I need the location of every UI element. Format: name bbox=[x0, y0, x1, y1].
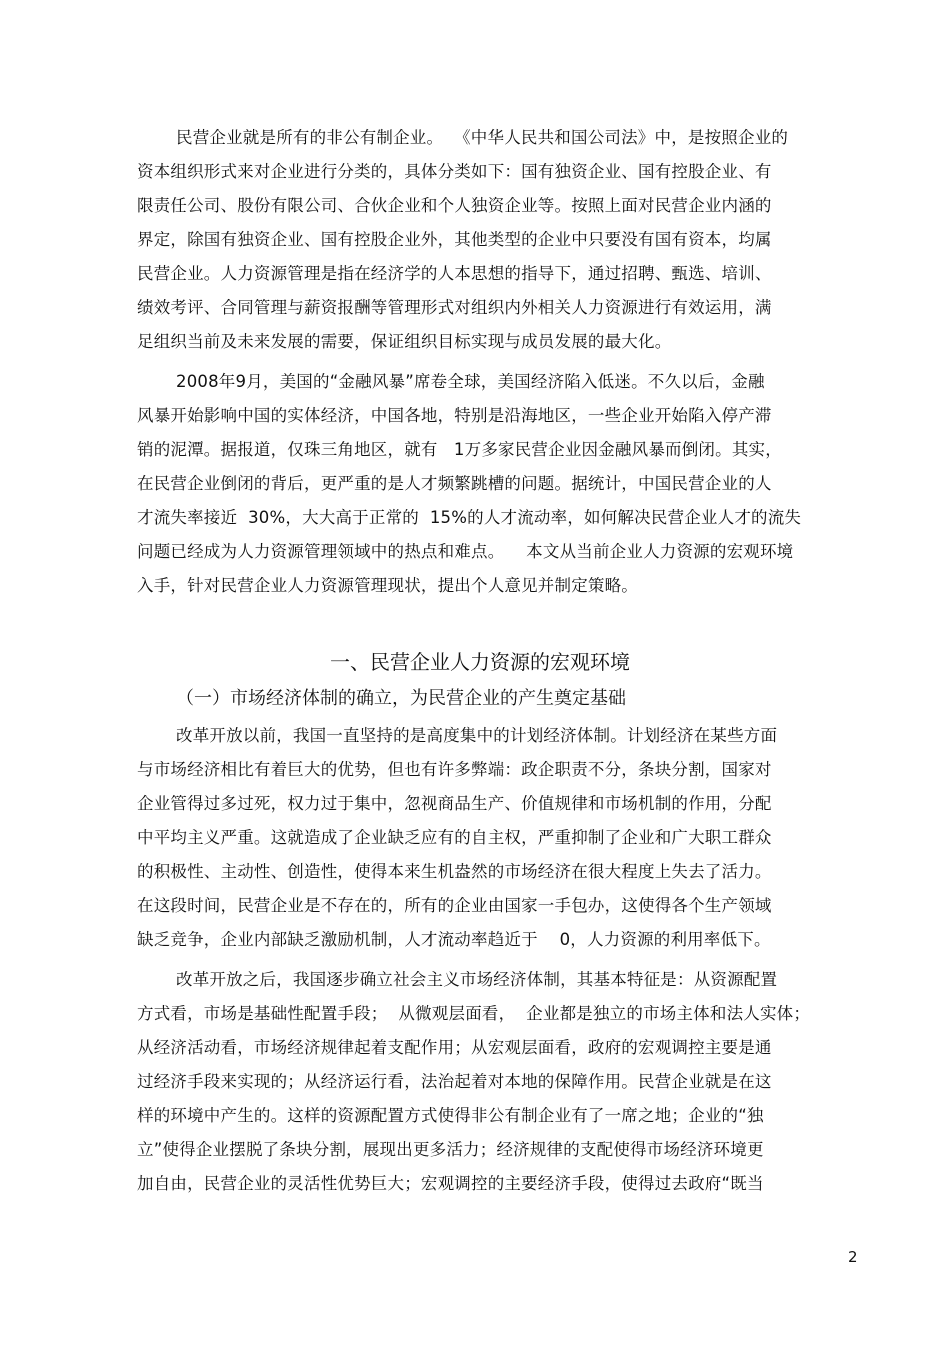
paragraph-2-line-5: 才流失率接近 30%，大大高于正常的 15%的人才流动率，如何解决民营企业人才的流失 bbox=[137, 508, 802, 527]
paragraph-3-line-7: 缺乏竞争，企业内部缺乏激励机制，人才流动率趋近于 0，人力资源的利用率低下。 bbox=[137, 930, 771, 949]
paragraph-3-line-3: 企业管得过多过死，权力过于集中，忽视商品生产、价值规律和市场机制的作用，分配 bbox=[137, 794, 772, 813]
paragraph-1-line-3: 限责任公司、股份有限公司、合伙企业和个人独资企业等。按照上面对民营企业内涵的 bbox=[137, 196, 772, 215]
paragraph-2-line-7: 入手，针对民营企业人力资源管理现状，提出个人意见并制定策略。 bbox=[137, 576, 638, 595]
paragraph-3-line-2: 与市场经济相比有着巨大的优势，但也有许多弊端：政企职责不分，条块分割，国家对 bbox=[137, 760, 772, 779]
paragraph-3-line-4: 中平均主义严重。这就造成了企业缺乏应有的自主权，严重抑制了企业和广大职工群众 bbox=[137, 828, 772, 847]
paragraph-3-line-6: 在这段时间，民营企业是不存在的，所有的企业由国家一手包办，这使得各个生产领域 bbox=[137, 896, 772, 915]
paragraph-1-line-6: 绩效考评、合同管理与薪资报酬等管理形式对组织内外相关人力资源进行有效运用，满 bbox=[137, 298, 772, 317]
paragraph-1-line-5: 民营企业。人力资源管理是指在经济学的人本思想的指导下，通过招聘、甄选、培训、 bbox=[137, 264, 772, 283]
paragraph-3-line-5: 的积极性、主动性、创造性，使得本来生机盎然的市场经济在很大程度上失去了活力。 bbox=[137, 862, 772, 881]
paragraph-2-line-4: 在民营企业倒闭的背后，更严重的是人才频繁跳槽的问题。据统计，中国民营企业的人 bbox=[137, 474, 772, 493]
paragraph-1-line-7: 足组织当前及未来发展的需要，保证组织目标实现与成员发展的最大化。 bbox=[137, 332, 672, 351]
paragraph-4-line-5: 样的环境中产生的。这样的资源配置方式使得非公有制企业有了一席之地；企业的“独 bbox=[137, 1106, 764, 1125]
section-heading: 一、民营企业人力资源的宏观环境 bbox=[330, 650, 630, 674]
paragraph-4-line-1: 改革开放之后，我国逐步确立社会主义市场经济体制，其基本特征是：从资源配置 bbox=[176, 970, 778, 989]
paragraph-4-line-7: 加自由，民营企业的灵活性优势巨大；宏观调控的主要经济手段，使得过去政府“既当 bbox=[137, 1174, 764, 1193]
page-number: 2 bbox=[848, 1248, 858, 1266]
paragraph-4-line-3: 从经济活动看，市场经济规律起着支配作用；从宏观层面看，政府的宏观调控主要是通 bbox=[137, 1038, 772, 1057]
paragraph-2-line-1: 2008年9月，美国的“金融风暴”席卷全球，美国经济陷入低迷。不久以后，金融 bbox=[176, 372, 765, 391]
paragraph-3-line-1: 改革开放以前，我国一直坚持的是高度集中的计划经济体制。计划经济在某些方面 bbox=[176, 726, 778, 745]
paragraph-4-line-2: 方式看，市场是基础性配置手段； 从微观层面看， 企业都是独立的市场主体和法人实体； bbox=[137, 1004, 811, 1023]
paragraph-2-line-6: 问题已经成为人力资源管理领域中的热点和难点。 本文从当前企业人力资源的宏观环境 bbox=[137, 542, 794, 561]
paragraph-4-line-4: 过经济手段来实现的；从经济运行看，法治起着对本地的保障作用。民营企业就是在这 bbox=[137, 1072, 772, 1091]
paragraph-2-line-3: 销的泥潭。据报道，仅珠三角地区，就有 1万多家民营企业因金融风暴而倒闭。其实， bbox=[137, 440, 782, 459]
paragraph-1-line-2: 资本组织形式来对企业进行分类的，具体分类如下：国有独资企业、国有控股企业、有 bbox=[137, 162, 772, 181]
subsection-heading: （一）市场经济体制的确立，为民营企业的产生奠定基础 bbox=[176, 688, 626, 709]
paragraph-2-line-2: 风暴开始影响中国的实体经济，中国各地，特别是沿海地区，一些企业开始陷入停产滞 bbox=[137, 406, 772, 425]
paragraph-1-line-1: 民营企业就是所有的非公有制企业。 《中华人民共和国公司法》中，是按照企业的 bbox=[176, 128, 789, 147]
paragraph-4-line-6: 立”使得企业摆脱了条块分割，展现出更多活力；经济规律的支配使得市场经济环境更 bbox=[137, 1140, 764, 1159]
paragraph-1-line-4: 界定，除国有独资企业、国有控股企业外，其他类型的企业中只要没有国有资本，均属 bbox=[137, 230, 772, 249]
